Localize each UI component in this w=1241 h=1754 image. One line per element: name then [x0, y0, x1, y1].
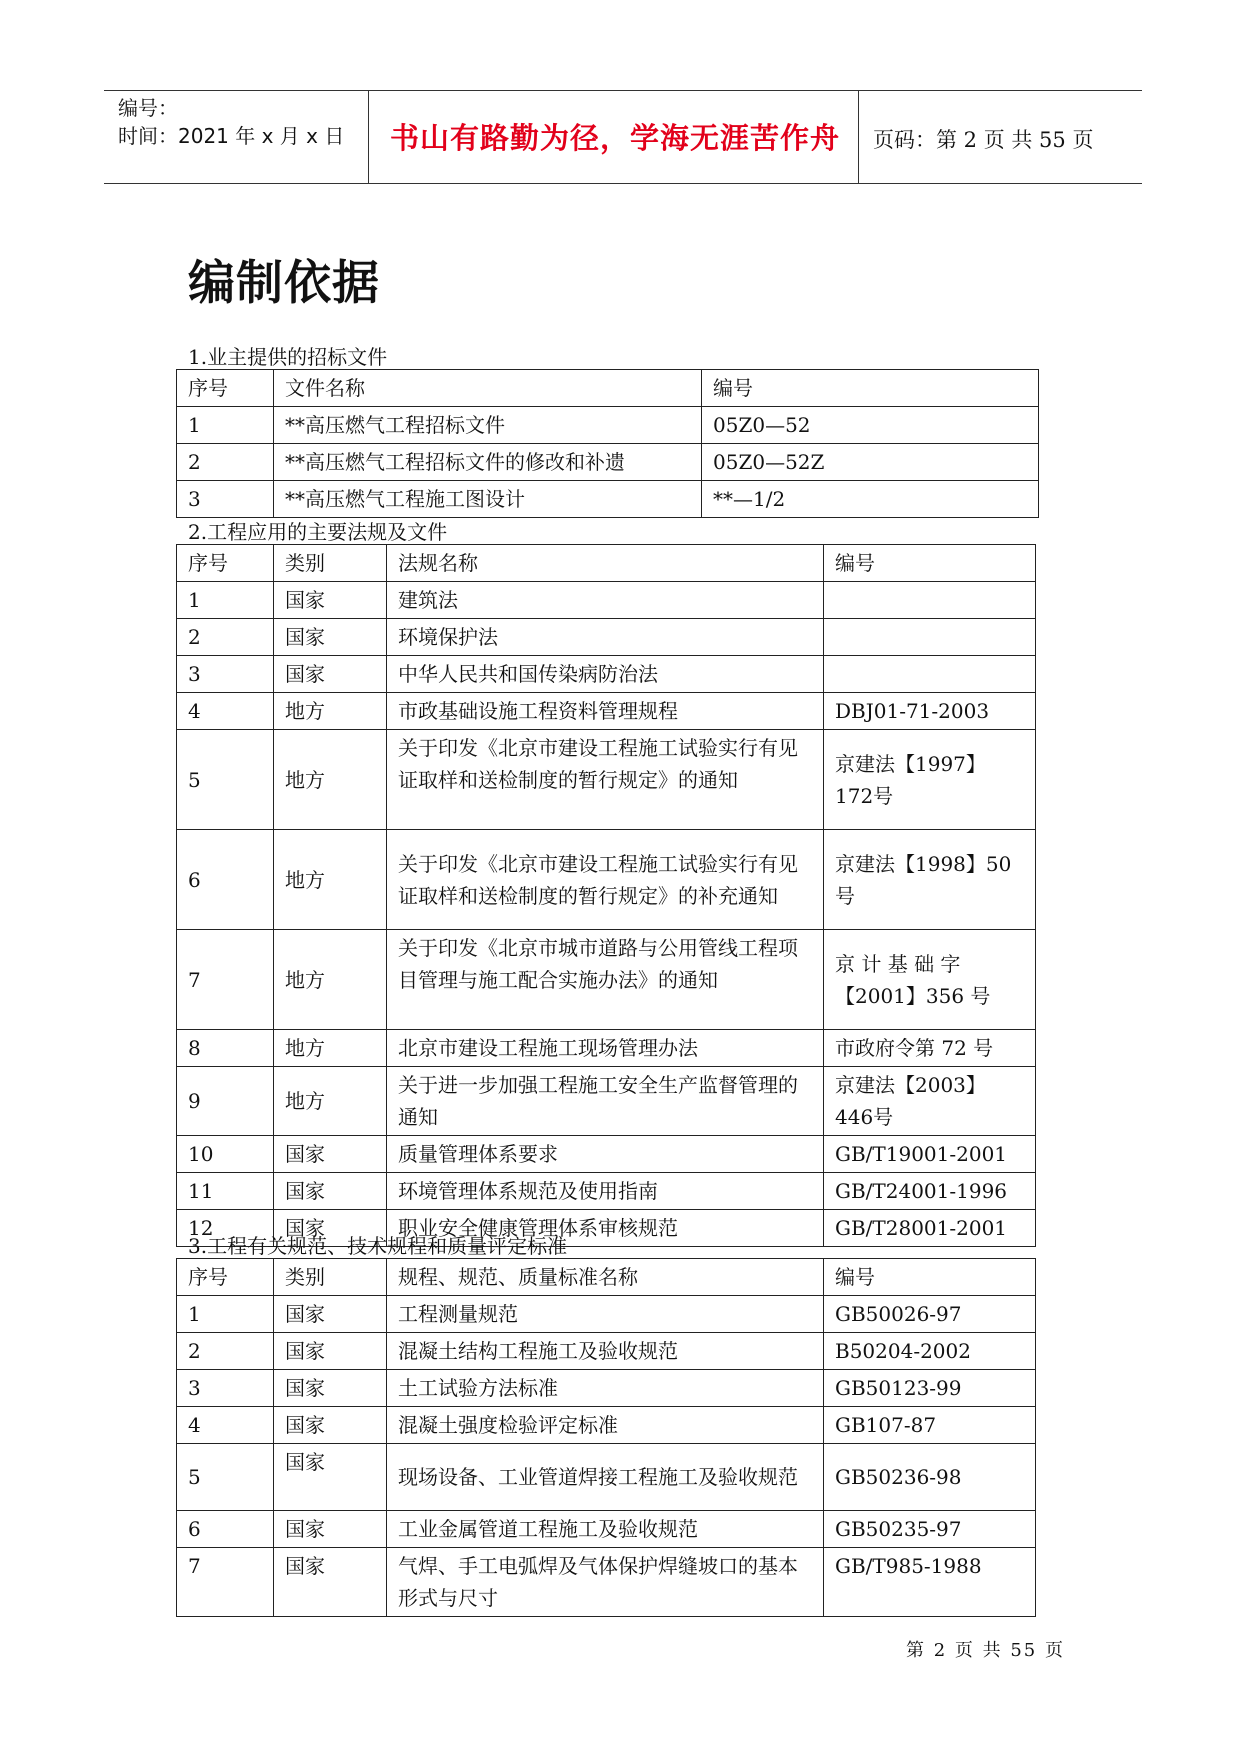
table-cell: 地方: [274, 1030, 387, 1067]
table-cell: 国家: [274, 1173, 387, 1210]
table-cell: 气焊、手工电弧焊及气体保护焊缝坡口的基本形式与尺寸: [387, 1548, 824, 1617]
table-cell: 工业金属管道工程施工及验收规范: [387, 1511, 824, 1548]
table-cell: 4: [177, 693, 274, 730]
table-cell: 国家: [274, 1333, 387, 1370]
table-cell: 5: [177, 1444, 274, 1511]
table-cell: 国家: [274, 582, 387, 619]
header-page-label: 页码：第 2 页 共 55 页: [873, 128, 1094, 152]
table-row: [177, 1067, 1036, 1136]
table-row: [177, 930, 1036, 1030]
table-cell: 10: [177, 1136, 274, 1173]
header-number-label: 编号：: [118, 96, 178, 120]
header-cell: 类别: [274, 545, 387, 582]
table-row: [177, 1173, 1036, 1210]
table-cell: 7: [177, 930, 274, 1030]
table-cell: 05Z0—52: [702, 407, 1039, 444]
table-cell: 关于进一步加强工程施工安全生产监督管理的通知: [387, 1067, 824, 1136]
table-cell: 2: [177, 619, 274, 656]
table-header-row: [177, 1259, 1036, 1296]
table-cell: GB/T19001-2001: [824, 1136, 1036, 1173]
table-cell: GB50123-99: [824, 1370, 1036, 1407]
table-cell: 国家: [274, 1444, 387, 1511]
table-cell: 国家: [274, 1511, 387, 1548]
table-cell: 9: [177, 1067, 274, 1136]
table-cell: 现场设备、工业管道焊接工程施工及验收规范: [387, 1444, 824, 1511]
table-cell: 1: [177, 1296, 274, 1333]
header-cell: 类别: [274, 1259, 387, 1296]
header-meta: [118, 94, 344, 150]
table-cell: 京建法【1997】 172号: [824, 730, 1036, 830]
table-cell: 市政基础设施工程资料管理规程: [387, 693, 824, 730]
table-cell: **高压燃气工程施工图设计: [274, 481, 702, 518]
table-cell: GB107-87: [824, 1407, 1036, 1444]
table-cell: 建筑法: [387, 582, 824, 619]
section3-table: [176, 1258, 1036, 1617]
table-cell: 关于印发《北京市城市道路与公用管线工程项目管理与施工配合实施办法》的通知: [387, 930, 824, 1030]
table-header-row: [177, 370, 1039, 407]
header-cell: 规程、规范、质量标准名称: [387, 1259, 824, 1296]
table-cell: 地方: [274, 1067, 387, 1136]
table-cell: 6: [177, 830, 274, 930]
table-cell: 6: [177, 1511, 274, 1548]
footer-page-number: 第 2 页 共 55 页: [906, 1640, 1065, 1661]
table-cell: 地方: [274, 693, 387, 730]
header-top-rule: [104, 90, 1142, 91]
table-cell: 05Z0—52Z: [702, 444, 1039, 481]
table-cell: 国家: [274, 1548, 387, 1617]
table-cell: 混凝土结构工程施工及验收规范: [387, 1333, 824, 1370]
table-row: [177, 407, 1039, 444]
table-cell: 8: [177, 1030, 274, 1067]
table-cell: 地方: [274, 930, 387, 1030]
table-cell: 北京市建设工程施工现场管理办法: [387, 1030, 824, 1067]
section2-caption: 2.工程应用的主要法规及文件: [188, 520, 448, 544]
table-cell: GB50236-98: [824, 1444, 1036, 1511]
table-cell: 关于印发《北京市建设工程施工试验实行有见证取样和送检制度的暂行规定》的补充通知: [387, 830, 824, 930]
table-row: [177, 444, 1039, 481]
table-cell: 地方: [274, 830, 387, 930]
table-cell: 4: [177, 1407, 274, 1444]
table-cell: 12: [177, 1210, 274, 1247]
table-row: [177, 1548, 1036, 1617]
table-cell: 工程测量规范: [387, 1296, 824, 1333]
table-row: [177, 1333, 1036, 1370]
table-cell: **高压燃气工程招标文件的修改和补遗: [274, 444, 702, 481]
table-cell: 7: [177, 1548, 274, 1617]
table-cell: 京建法【1998】50号: [824, 830, 1036, 930]
table-cell: GB/T985-1988: [824, 1548, 1036, 1617]
table-cell: 京 计 基 础 字【2001】356 号: [824, 930, 1036, 1030]
header-cell: 序号: [177, 370, 274, 407]
header-cell: 文件名称: [274, 370, 702, 407]
table-cell: 3: [177, 1370, 274, 1407]
table-row: [177, 1136, 1036, 1173]
header-divider-left: [368, 90, 369, 184]
table-cell: 混凝土强度检验评定标准: [387, 1407, 824, 1444]
table-cell: 11: [177, 1173, 274, 1210]
section3-caption: 3.工程有关规范、技术规程和质量评定标准: [188, 1234, 568, 1258]
table-row: [177, 1370, 1036, 1407]
header-bottom-rule: [104, 183, 1142, 184]
header-cell: 编号: [702, 370, 1039, 407]
table-cell: GB/T24001-1996: [824, 1173, 1036, 1210]
header-time-label: 时间：2021 年 x 月 x 日: [118, 124, 345, 148]
table-cell: 3: [177, 481, 274, 518]
table-cell: 1: [177, 582, 274, 619]
table-cell: 职业安全健康管理体系审核规范: [387, 1210, 824, 1247]
table-cell: 5: [177, 730, 274, 830]
section1-table: [176, 369, 1039, 518]
table-row: [177, 1030, 1036, 1067]
table-cell: B50204-2002: [824, 1333, 1036, 1370]
table-cell: 质量管理体系要求: [387, 1136, 824, 1173]
page-title: 编制依据: [188, 256, 380, 311]
table-cell: 土工试验方法标准: [387, 1370, 824, 1407]
table-cell: 1: [177, 407, 274, 444]
table-cell: 环境保护法: [387, 619, 824, 656]
header-cell: 编号: [824, 1259, 1036, 1296]
section2-table: [176, 544, 1036, 1247]
header-cell: 序号: [177, 1259, 274, 1296]
table-cell: 中华人民共和国传染病防治法: [387, 656, 824, 693]
header-cell: 序号: [177, 545, 274, 582]
table-cell: 3: [177, 656, 274, 693]
table-cell: GB50235-97: [824, 1511, 1036, 1548]
table-cell: 国家: [274, 1296, 387, 1333]
table-row: [177, 1296, 1036, 1333]
table-row: [177, 1511, 1036, 1548]
table-cell: 国家: [274, 1370, 387, 1407]
table-row: [177, 656, 1036, 693]
header-cell: 法规名称: [387, 545, 824, 582]
header-motto: 书山有路勤为径，学海无涯苦作舟: [389, 121, 840, 155]
table-cell: **高压燃气工程招标文件: [274, 407, 702, 444]
table-row: [177, 1407, 1036, 1444]
table-cell: 2: [177, 1333, 274, 1370]
table-cell: [824, 656, 1036, 693]
table-cell: 市政府令第 72 号: [824, 1030, 1036, 1067]
table-cell: 国家: [274, 1407, 387, 1444]
table-row: [177, 730, 1036, 830]
table-cell: [824, 582, 1036, 619]
section1-caption: 1.业主提供的招标文件: [188, 345, 388, 369]
table-cell: [824, 619, 1036, 656]
table-cell: 环境管理体系规范及使用指南: [387, 1173, 824, 1210]
table-header-row: [177, 545, 1036, 582]
table-cell: DBJ01-71-2003: [824, 693, 1036, 730]
table-row: [177, 481, 1039, 518]
table-cell: 国家: [274, 656, 387, 693]
table-cell: GB/T28001-2001: [824, 1210, 1036, 1247]
table-cell: 地方: [274, 730, 387, 830]
table-cell: 国家: [274, 1136, 387, 1173]
table-row: [177, 1444, 1036, 1511]
table-row: [177, 619, 1036, 656]
table-row: [177, 582, 1036, 619]
table-cell: 国家: [274, 1210, 387, 1247]
table-cell: GB50026-97: [824, 1296, 1036, 1333]
header-cell: 编号: [824, 545, 1036, 582]
table-cell: 国家: [274, 619, 387, 656]
table-cell: 京建法【2003】 446号: [824, 1067, 1036, 1136]
table-row: [177, 693, 1036, 730]
table-row: [177, 830, 1036, 930]
table-cell: 2: [177, 444, 274, 481]
table-cell: 关于印发《北京市建设工程施工试验实行有见证取样和送检制度的暂行规定》的通知: [387, 730, 824, 830]
table-cell: **—1/2: [702, 481, 1039, 518]
